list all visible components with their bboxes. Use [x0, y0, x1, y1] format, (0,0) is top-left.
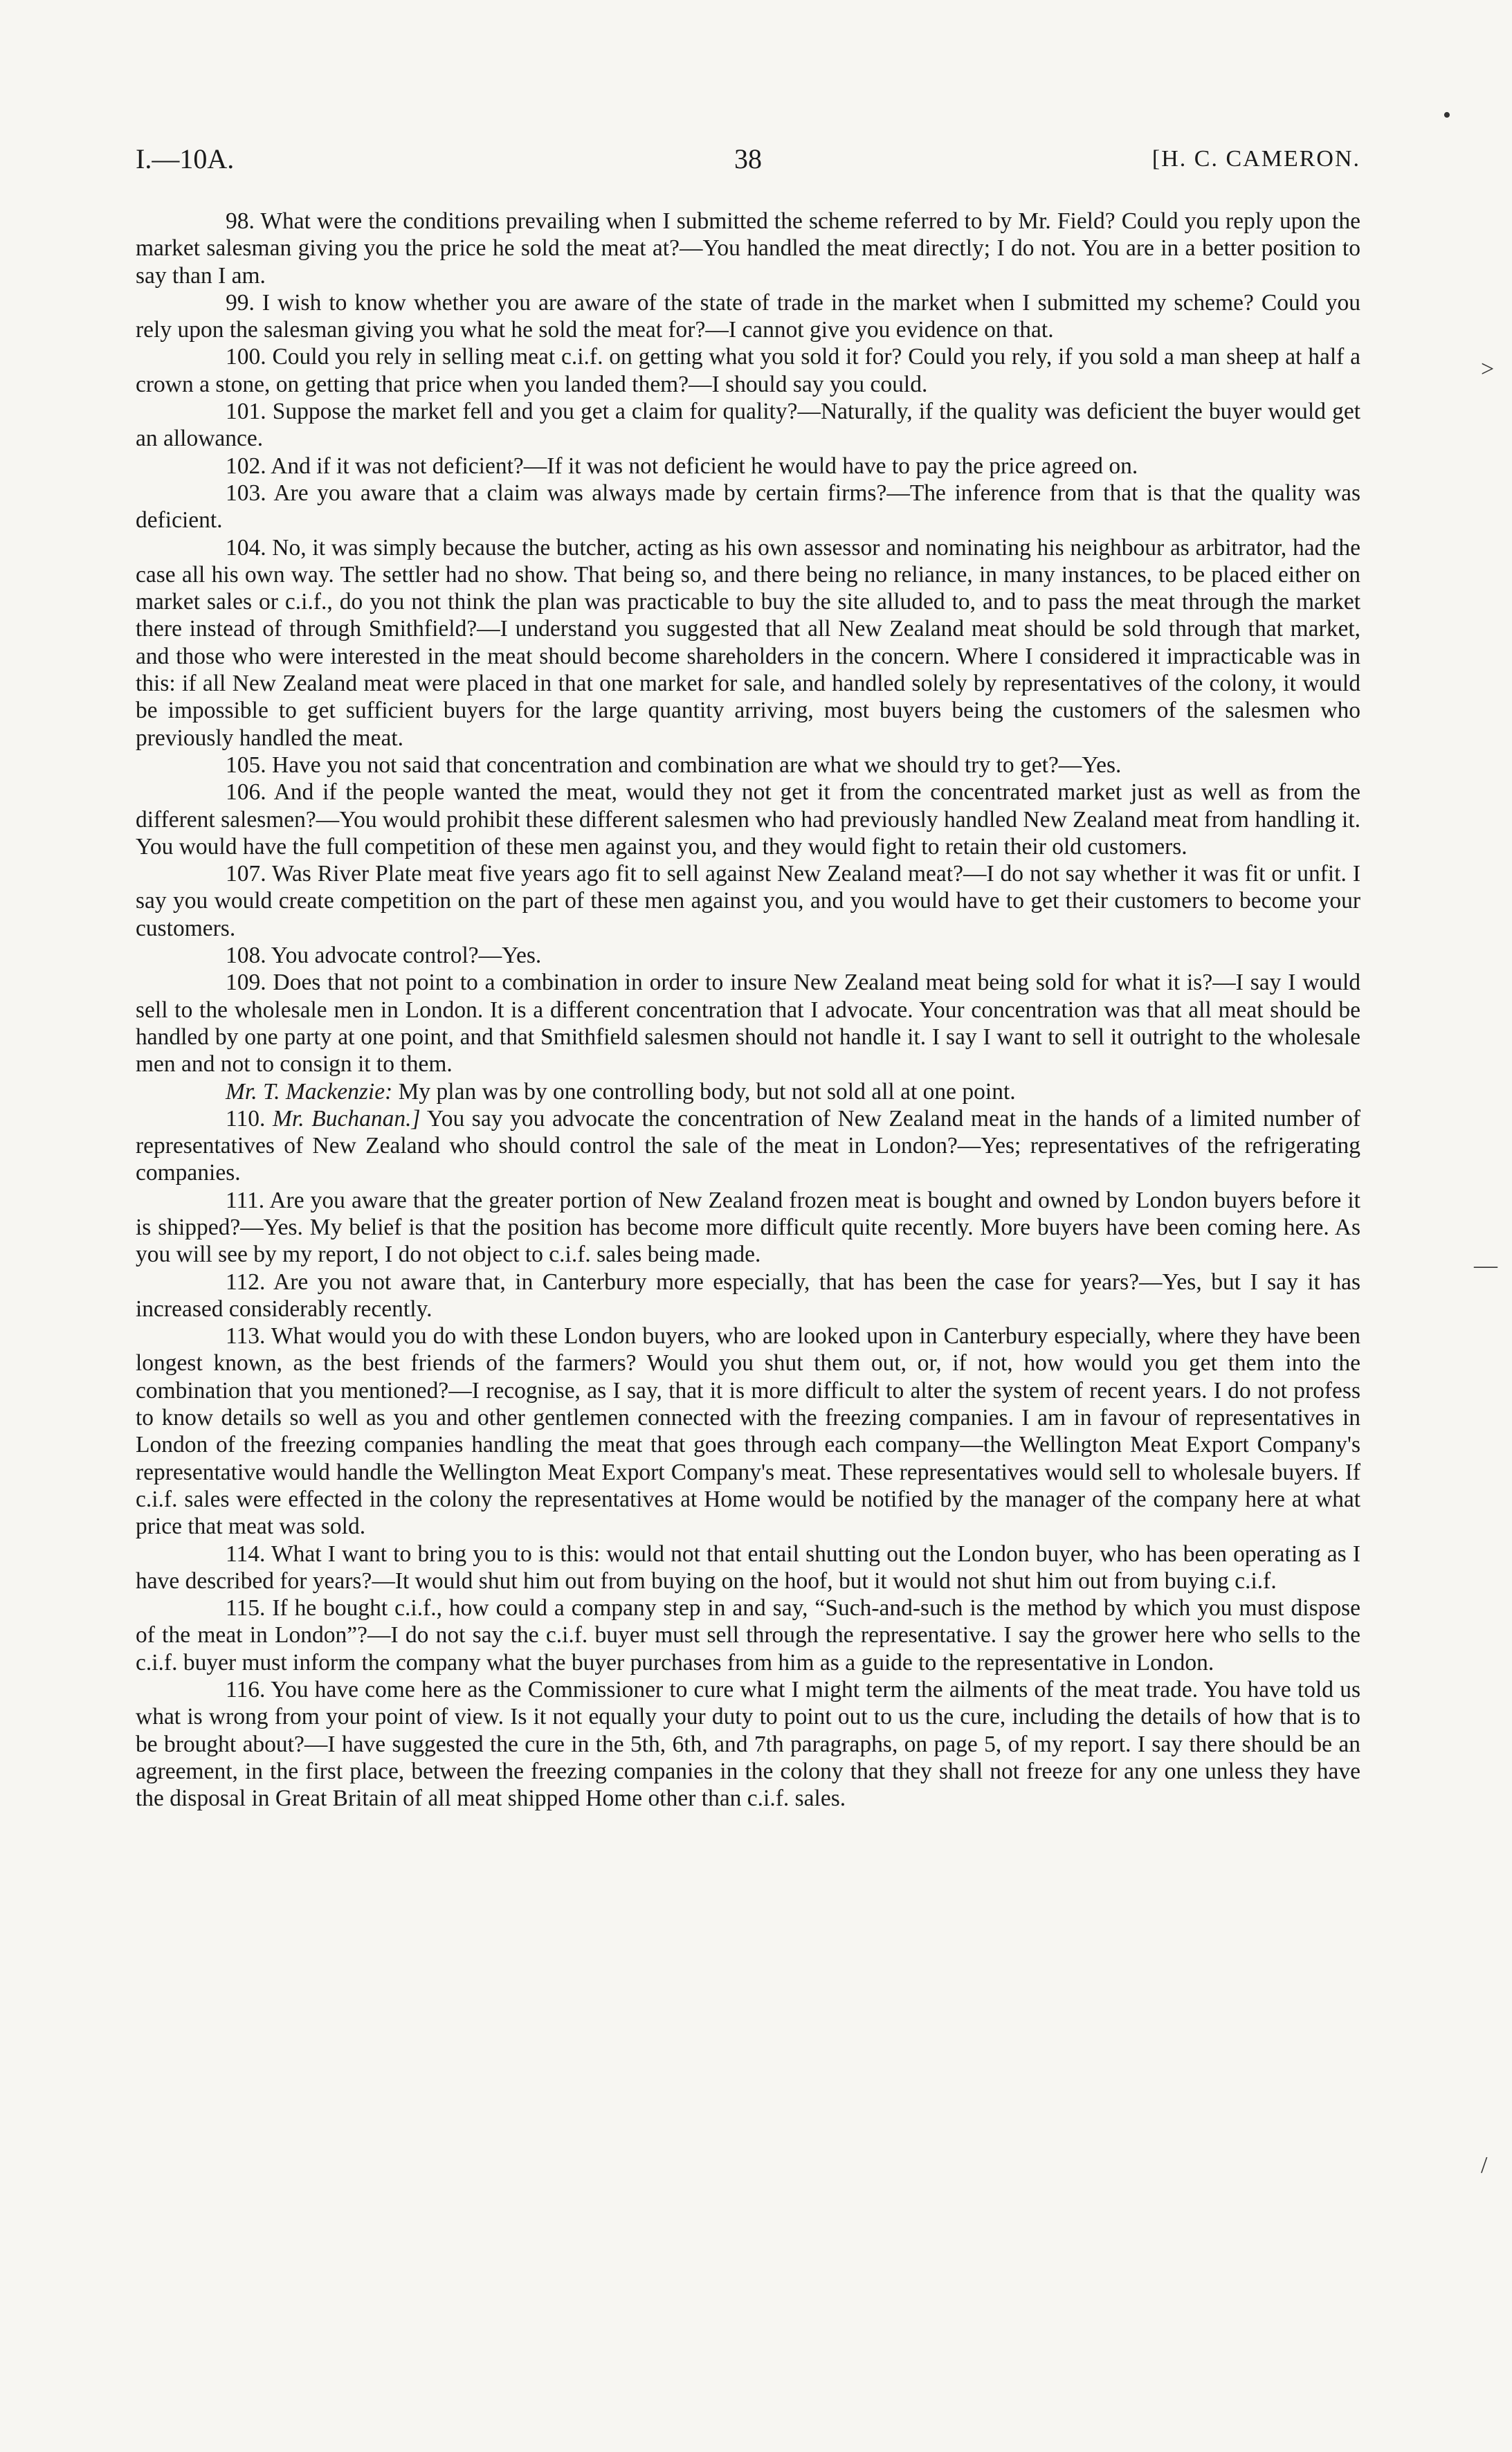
- paragraph-text: And if it was not deficient?—If it was not deficient he would have to pay the price agreed on.: [271, 453, 1138, 479]
- question-answer-paragraph: [136, 343, 1360, 398]
- question-number: 98.: [226, 208, 255, 234]
- paragraph-text: You say you advocate the concentration of New Zealand meat in the hands of a limited number of representatives of New Zealand who should control the sale of the meat in London?—Yes; representatives of the refrigerating companies.: [136, 1105, 1360, 1186]
- paragraph-text: What would you do with these London buyers, who are looked upon in Canterbury especially, where they have been longest known, as the best friends of the farmers? Would you shut them out, or, if not, how would you get them into the combination that you mentioned?—I recognise, as I say, that it is more difficult to alter the system of recent years. I do not profess to know details so well as you and other gentlemen connected with the freezing companies. I am in favour of representatives in London of the freezing companies handling the meat that goes through each company—the Wellington Meat Export Company's representative would handle the Wellington Meat Export Company's meat. These representatives would sell to wholesale buyers. If c.i.f. sales were effected in the colony the representatives at Home would be notified by the manager of the company here at what price that meat was sold.: [136, 1323, 1360, 1540]
- question-number: 108.: [226, 943, 266, 969]
- question-number: 104.: [226, 534, 266, 561]
- question-number: 101.: [226, 399, 266, 425]
- question-number: 109.: [226, 970, 266, 996]
- paragraph-text: Are you not aware that, in Canterbury more especially, that has been the case for years?—Yes, but I say it has increased considerably recently.: [136, 1269, 1360, 1322]
- question-number: 102.: [226, 453, 266, 479]
- question-answer-paragraph: [136, 1187, 1360, 1269]
- question-number: 106.: [226, 779, 266, 806]
- witness-name: [H. C. CAMERON.: [1151, 146, 1360, 172]
- paragraph-text: If he bought c.i.f., how could a company step in and say, “Such-and-such is the method by which you must dispose of the meat in London”?—I do not say the c.i.f. buyer must sell through the representative. I say the grower here who sells to the c.i.f. buyer must inform the company what the buyer purchases from him as a guide to the representative in London.: [136, 1595, 1361, 1675]
- question-answer-paragraph: [136, 208, 1360, 289]
- question-number: 110.: [226, 1105, 266, 1132]
- margin-mark: /: [1481, 2152, 1488, 2178]
- margin-mark: •: [1443, 102, 1451, 128]
- question-number: 107.: [226, 861, 266, 887]
- question-answer-paragraph: [136, 1078, 1360, 1105]
- question-answer-paragraph: [136, 1105, 1360, 1187]
- question-answer-paragraph: [136, 534, 1360, 752]
- document-reference: I.—10A.: [136, 143, 235, 174]
- question-answer-paragraph: [136, 1323, 1360, 1540]
- evidence-body: [136, 208, 1360, 1813]
- question-answer-paragraph: [136, 860, 1360, 942]
- paragraph-text: I wish to know whether you are aware of the state of trade in the market when I submitted my scheme? Could you rely upon the salesman giving you what he sold the meat for?—I cannot give you evidence on that.: [136, 289, 1360, 343]
- question-answer-paragraph: [136, 1541, 1360, 1595]
- paragraph-text: My plan was by one controlling body, but not sold all at one point.: [392, 1078, 1016, 1105]
- question-number: 105.: [226, 752, 266, 778]
- question-number: 112.: [226, 1269, 266, 1295]
- paragraph-text: Was River Plate meat five years ago fit to sell against New Zealand meat?—I do not say whether it was fit or unfit. I say you would create competition on the part of these men against you, and you would have to get their customers to become your customers.: [136, 861, 1361, 941]
- margin-mark: —: [1474, 1253, 1497, 1278]
- question-answer-paragraph: [136, 779, 1360, 860]
- question-number: 100.: [226, 344, 266, 370]
- paragraph-text: Could you rely in selling meat c.i.f. on getting what you sold it for? Could you rely, if you sold a man sheep at half a crown a stone, on getting that price when you landed them?—I should say you could.: [136, 344, 1360, 397]
- question-answer-paragraph: [136, 480, 1360, 534]
- page-header: [136, 138, 1360, 180]
- question-answer-paragraph: [136, 942, 1360, 969]
- paragraph-text: What I want to bring you to is this: would not that entail shutting out the London buyer, who has been operating as I have described for years?—It would shut him out from buying on the hoof, but it would not shut him out from buying c.i.f.: [136, 1541, 1360, 1594]
- question-answer-paragraph: [136, 1595, 1360, 1676]
- question-number: 116.: [226, 1677, 266, 1703]
- speaker-name: Mr. Buchanan.]: [273, 1105, 421, 1132]
- question-answer-paragraph: [136, 398, 1360, 453]
- question-answer-paragraph: [136, 289, 1360, 344]
- question-answer-paragraph: [136, 752, 1360, 779]
- question-number: 103.: [226, 480, 266, 506]
- paragraph-text: No, it was simply because the butcher, acting as his own assessor and nominating his neighbour as arbitrator, had the case all his own way. The settler had no show. That being so, and there being no reliance, in many instances, to be placed either on market sales or c.i.f., do you not think the plan was practicable to buy the site alluded to, and to pass the meat through the market there instead of through Smithfield?—I understand you suggested that all New Zealand meat should be sold through that market, and those who were interested in the meat should become shareholders in the concern. Where I considered it impracticable was in this: if all New Zealand meat were placed in that one market for sale, and handled solely by representatives of the colony, it would be impossible to get sufficient buyers for the large quantity arriving, most buyers being the customers of the salesmen who previously handled the meat.: [136, 534, 1360, 751]
- paragraph-text: Have you not said that concentration and combination are what we should try to get?—Yes.: [272, 752, 1122, 778]
- question-answer-paragraph: [136, 1676, 1360, 1812]
- paragraph-text: You have come here as the Commissioner to cure what I might term the ailments of the meat trade. You have told us what is wrong from your point of view. Is it not equally your duty to point out to us the cure, including the details of how that is to be brought about?—I have suggested the cure in the 5th, 6th, and 7th paragraphs, on page 5, of my report. I say there should be an agreement, in the first place, between the freezing companies in the colony that they shall not freeze for any one unless they have the disposal in Great Britain of all meat shipped Home other than c.i.f. sales.: [136, 1677, 1360, 1812]
- paragraph-text: Does that not point to a combination in order to insure New Zealand meat being sold for what it is?—I say I would sell to the wholesale men in London. It is a different concentration that I advocate. Your concentration was that all meat should be handled by one party at one point, and that Smithfield salesmen should not handle it. I say I want to sell it outright to the wholesale men and not to consign it to them.: [136, 970, 1361, 1078]
- question-number: 113.: [226, 1323, 266, 1350]
- paragraph-text: Suppose the market fell and you get a claim for quality?—Naturally, if the quality was deficient the buyer would get an allowance.: [136, 399, 1360, 452]
- paragraph-text: You advocate control?—Yes.: [271, 943, 542, 969]
- question-number: 115.: [226, 1595, 266, 1622]
- question-number: 111.: [226, 1187, 265, 1213]
- speaker-name: Mr. T. Mackenzie:: [226, 1078, 393, 1105]
- page-number: 38: [734, 143, 762, 174]
- question-answer-paragraph: [136, 1269, 1360, 1323]
- question-answer-paragraph: [136, 969, 1360, 1078]
- paragraph-text: Are you aware that the greater portion of New Zealand frozen meat is bought and owned by London buyers before it is shipped?—Yes. My belief is that the position has become more difficult quite recently. More buyers have been coming here. As you will see by my report, I do not object to c.i.f. sales being made.: [136, 1187, 1360, 1268]
- paragraph-text: And if the people wanted the meat, would they not get it from the concentrated market just as well as from the different salesmen?—You would prohibit these different salesmen who had previously handled New Zealand meat from handling it. You would have the full competition of these men against you, and they would fight to retain their old customers.: [136, 779, 1360, 860]
- question-number: 114.: [226, 1541, 266, 1567]
- question-number: 99.: [226, 289, 255, 316]
- paragraph-text: What were the conditions prevailing when I submitted the scheme referred to by Mr. Field? Could you reply upon the market salesman giving you the price he sold the meat at?—You handled the meat directly; I do not. You are in a better position to say than I am.: [136, 208, 1360, 289]
- paragraph-text: Are you aware that a claim was always made by certain firms?—The inference from that is that the quality was deficient.: [136, 480, 1360, 534]
- margin-mark: >: [1481, 356, 1495, 382]
- question-answer-paragraph: [136, 453, 1360, 480]
